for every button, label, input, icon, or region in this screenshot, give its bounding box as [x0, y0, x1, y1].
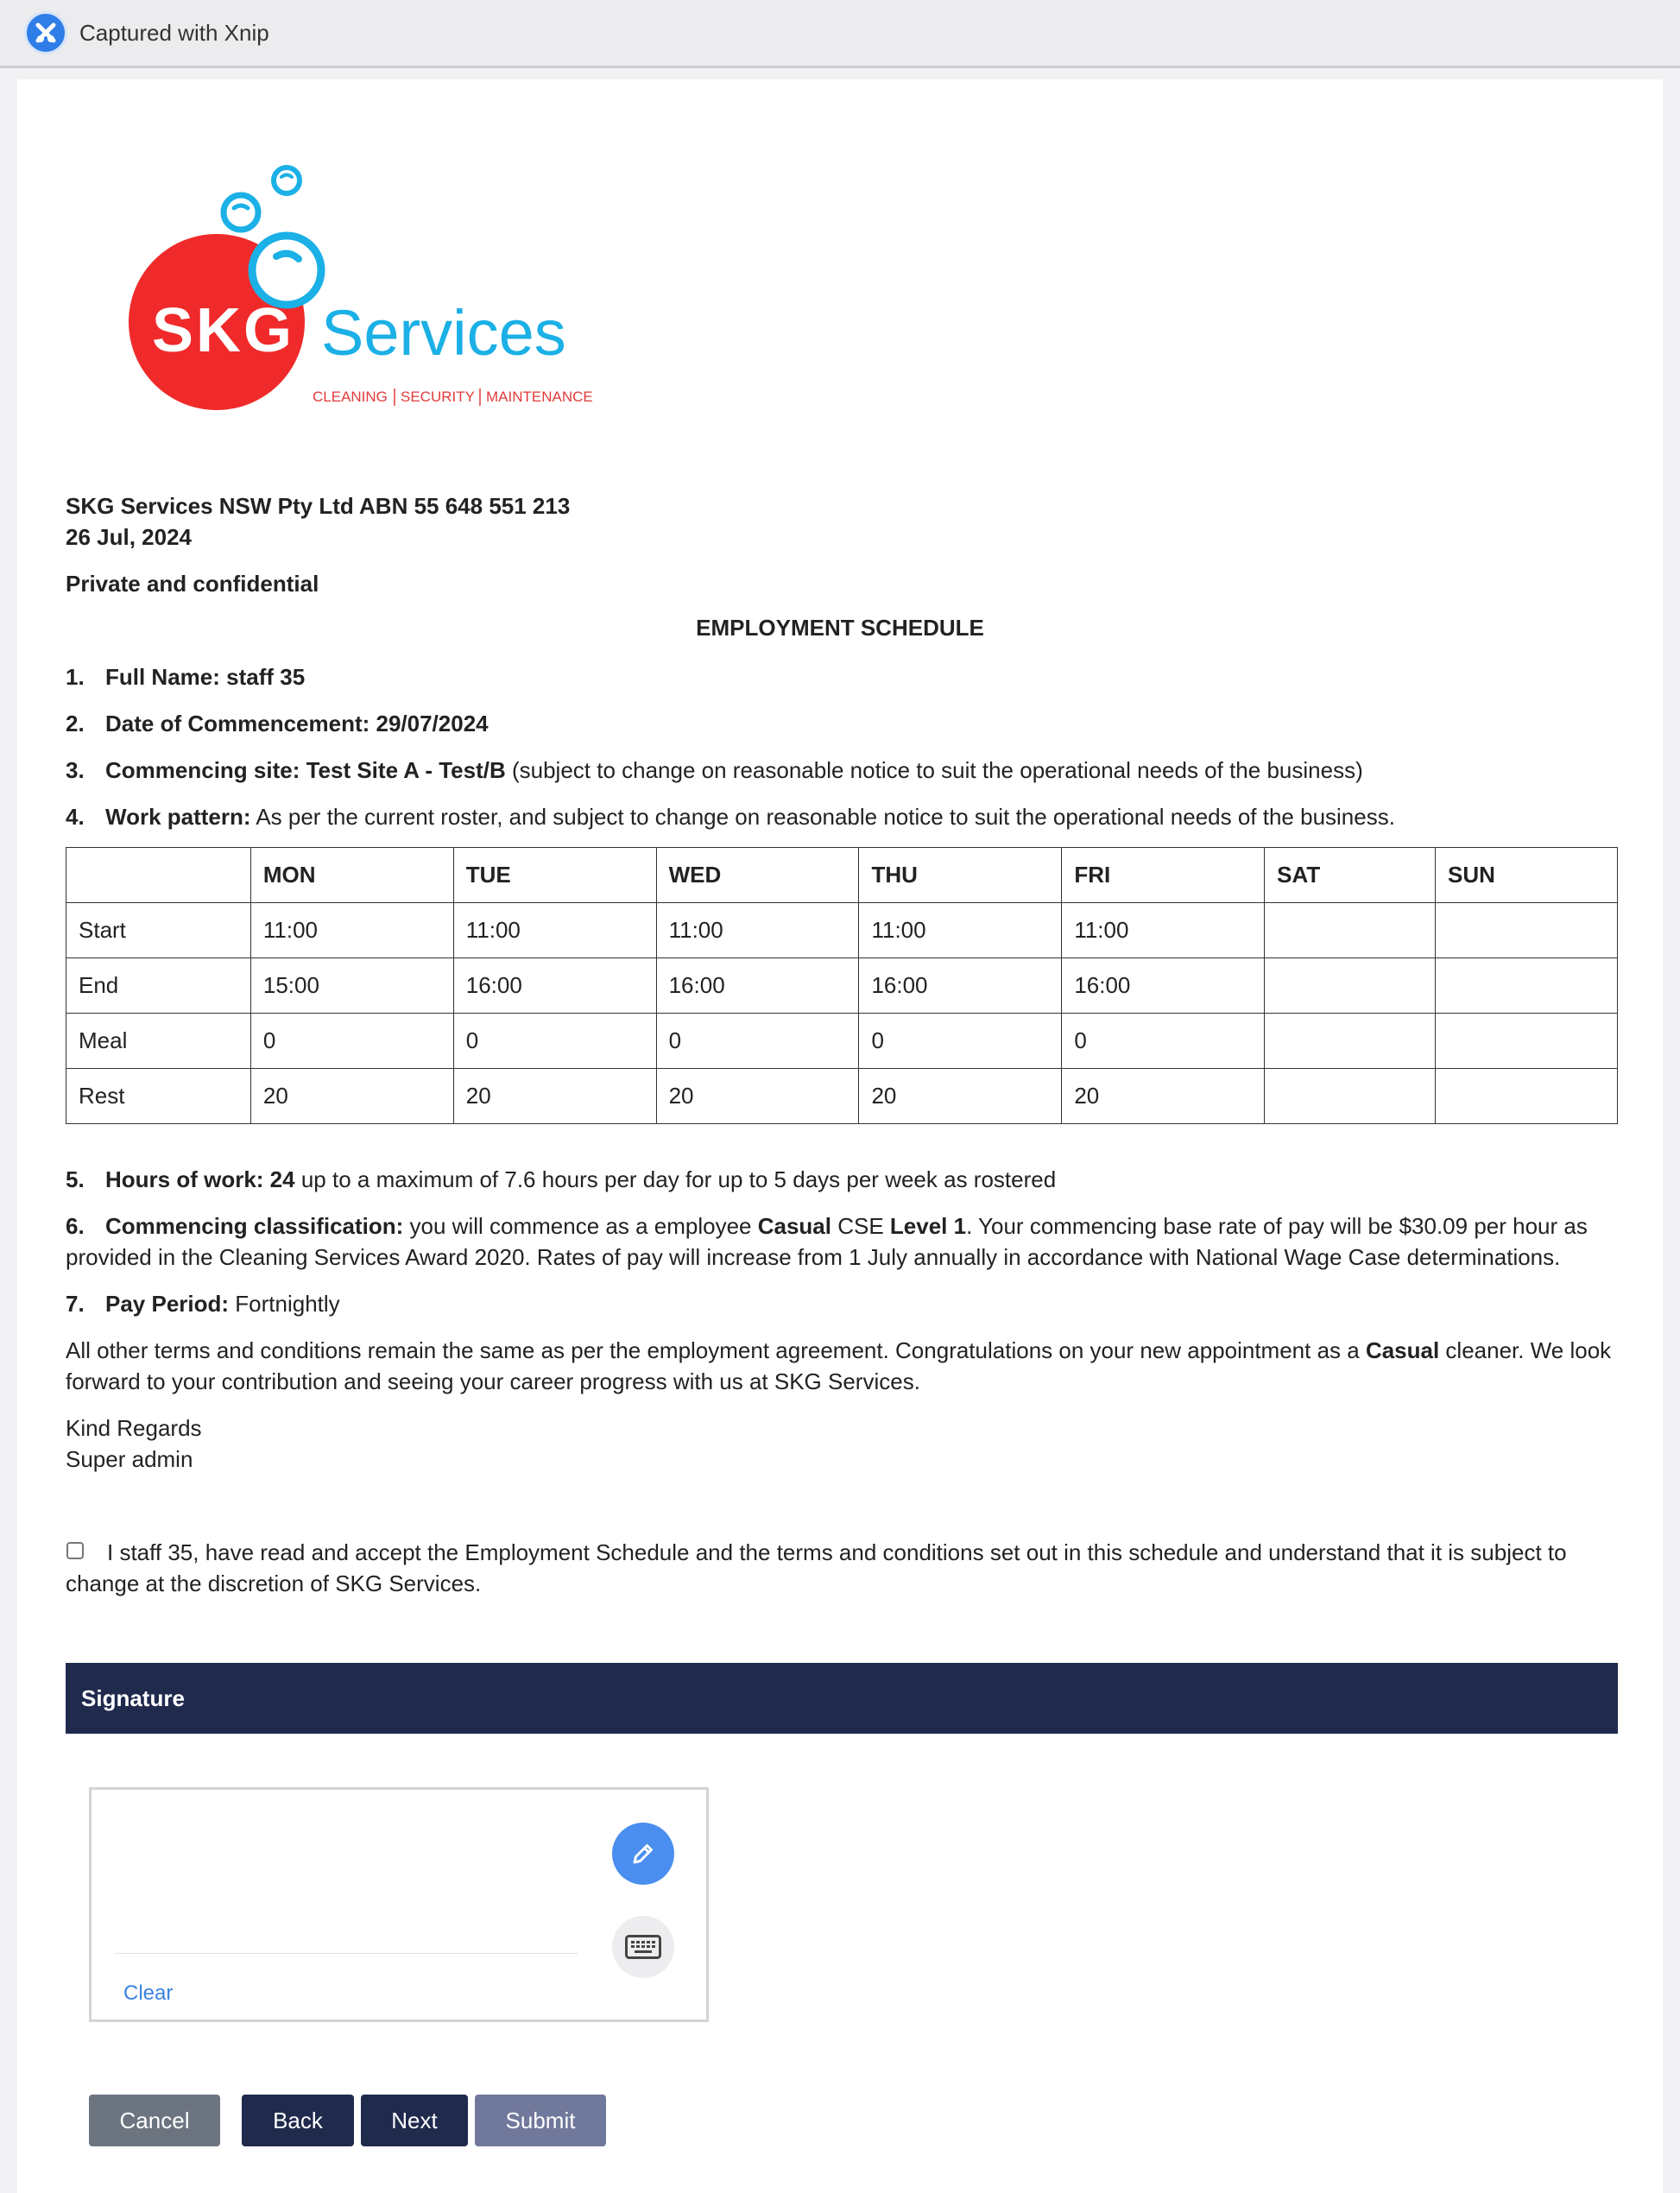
table-cell: 11:00	[656, 903, 859, 958]
pencil-icon	[628, 1839, 658, 1868]
table-cell: 16:00	[859, 958, 1062, 1014]
capture-bar	[0, 0, 1680, 68]
logo-bubble-large	[252, 236, 321, 305]
table-cell: 0	[250, 1014, 453, 1069]
xnip-logo-icon	[24, 11, 67, 54]
table-cell: 20	[859, 1069, 1062, 1124]
signature-line	[115, 1953, 578, 1954]
next-button[interactable]: Next	[361, 2095, 468, 2146]
table-cell: 11:00	[859, 903, 1062, 958]
signature-pad[interactable]	[89, 1787, 709, 2022]
document-page	[17, 79, 1663, 2193]
keyboard-icon	[625, 1935, 661, 1959]
logo-tagline-maintenance: MAINTENANCE	[486, 389, 593, 405]
table-cell: End	[66, 958, 251, 1014]
item-commencement-date: 2. Date of Commencement: 29/07/2024	[66, 711, 489, 736]
cancel-button[interactable]: Cancel	[89, 2095, 220, 2146]
logo-tagline-cleaning: CLEANING	[313, 389, 388, 405]
table-cell	[1436, 903, 1618, 958]
table-cell: 11:00	[1062, 903, 1265, 958]
table-cell: 0	[656, 1014, 859, 1069]
roster-row-rest	[66, 1069, 1618, 1124]
logo-brand-text: SKG	[152, 296, 295, 365]
roster-header-wed: WED	[656, 848, 859, 903]
item-commencing-site: 3. Commencing site: Test Site A - Test/B (subject to change on reasonable notice to suit the operational needs of the business)	[66, 757, 1363, 783]
letter-date: 26 Jul, 2024	[66, 524, 192, 550]
logo-bubble-small	[274, 167, 300, 193]
roster-header-sun: SUN	[1436, 848, 1618, 903]
document-title: EMPLOYMENT SCHEDULE	[696, 615, 984, 641]
table-cell: 16:00	[1062, 958, 1265, 1014]
logo-tagline-security: SECURITY	[401, 389, 475, 405]
submit-button[interactable]: Submit	[475, 2095, 606, 2146]
table-cell	[1436, 1014, 1618, 1069]
roster-row-end	[66, 958, 1618, 1014]
table-cell: 16:00	[453, 958, 656, 1014]
roster-header-cell	[66, 848, 251, 903]
roster-header-sat: SAT	[1265, 848, 1436, 903]
item-full-name: 1. Full Name: staff 35	[66, 664, 306, 690]
table-cell: 20	[250, 1069, 453, 1124]
roster-header-mon: MON	[250, 848, 453, 903]
item-work-pattern: 4. Work pattern: As per the current roster, and subject to change on reasonable notice to suit the operational needs of the business.	[66, 804, 1395, 830]
roster-table	[66, 847, 1618, 1124]
skg-services-logo	[112, 118, 613, 490]
accept-text: I staff 35, have read and accept the Employment Schedule and the terms and conditions set out in this schedule and understand that it is subject to change at the discretion of SKG Services.	[66, 1539, 1567, 1596]
regards-text: Kind Regards	[66, 1415, 202, 1441]
table-cell: 20	[656, 1069, 859, 1124]
draw-signature-button[interactable]	[612, 1823, 674, 1885]
table-cell: 0	[453, 1014, 656, 1069]
table-cell	[1265, 1069, 1436, 1124]
roster-header-fri: FRI	[1062, 848, 1265, 903]
table-cell: 0	[859, 1014, 1062, 1069]
table-cell: 20	[453, 1069, 656, 1124]
back-button[interactable]: Back	[242, 2095, 354, 2146]
roster-row-start	[66, 903, 1618, 958]
roster-header-tue: TUE	[453, 848, 656, 903]
item-hours-of-work: 5. Hours of work: 24 up to a maximum of 7.6 hours per day for up to 5 days per week as rostered	[66, 1166, 1057, 1192]
logo-name-text: Services	[321, 297, 566, 369]
clear-signature-link[interactable]: Clear	[123, 1981, 174, 2005]
table-cell: 15:00	[250, 958, 453, 1014]
signer-name: Super admin	[66, 1446, 193, 1472]
roster-row-meal	[66, 1014, 1618, 1069]
table-cell	[1265, 958, 1436, 1014]
roster-header-row	[66, 848, 1618, 903]
item-classification: 6. Commencing classification: you will commence as a employee Casual CSE Level 1. Your commencing base rate of pay will be $30.09 per hour as provided in the Cleaning Services Award 2020. Rates of pay will increase from 1 July annually in accordance with National Wage Case determinations.	[66, 1213, 1588, 1270]
closing-paragraph: All other terms and conditions remain the same as per the employment agreement. Congratulations on your new appointment as a Casual cleaner. We look forward to your contribution and seeing your career progress with us at SKG Services.	[66, 1337, 1612, 1394]
table-cell	[1436, 1069, 1618, 1124]
table-cell	[1436, 958, 1618, 1014]
company-line: SKG Services NSW Pty Ltd ABN 55 648 551 213	[66, 493, 571, 519]
table-cell: 20	[1062, 1069, 1265, 1124]
table-cell	[1265, 1014, 1436, 1069]
signature-header	[66, 1663, 1618, 1734]
confidential-label: Private and confidential	[66, 571, 319, 597]
table-cell: 16:00	[656, 958, 859, 1014]
table-cell: 0	[1062, 1014, 1265, 1069]
signature-title: Signature	[81, 1684, 185, 1711]
roster-header-thu: THU	[859, 848, 1062, 903]
table-cell: 11:00	[250, 903, 453, 958]
logo-bubble-medium	[224, 195, 258, 230]
type-signature-button[interactable]	[612, 1916, 674, 1978]
item-pay-period: 7. Pay Period: Fortnightly	[66, 1291, 340, 1317]
table-cell	[1265, 903, 1436, 958]
table-cell: Start	[66, 903, 251, 958]
table-cell: Meal	[66, 1014, 251, 1069]
capture-title: Captured with Xnip	[79, 19, 269, 46]
table-cell: Rest	[66, 1069, 251, 1124]
table-cell: 11:00	[453, 903, 656, 958]
